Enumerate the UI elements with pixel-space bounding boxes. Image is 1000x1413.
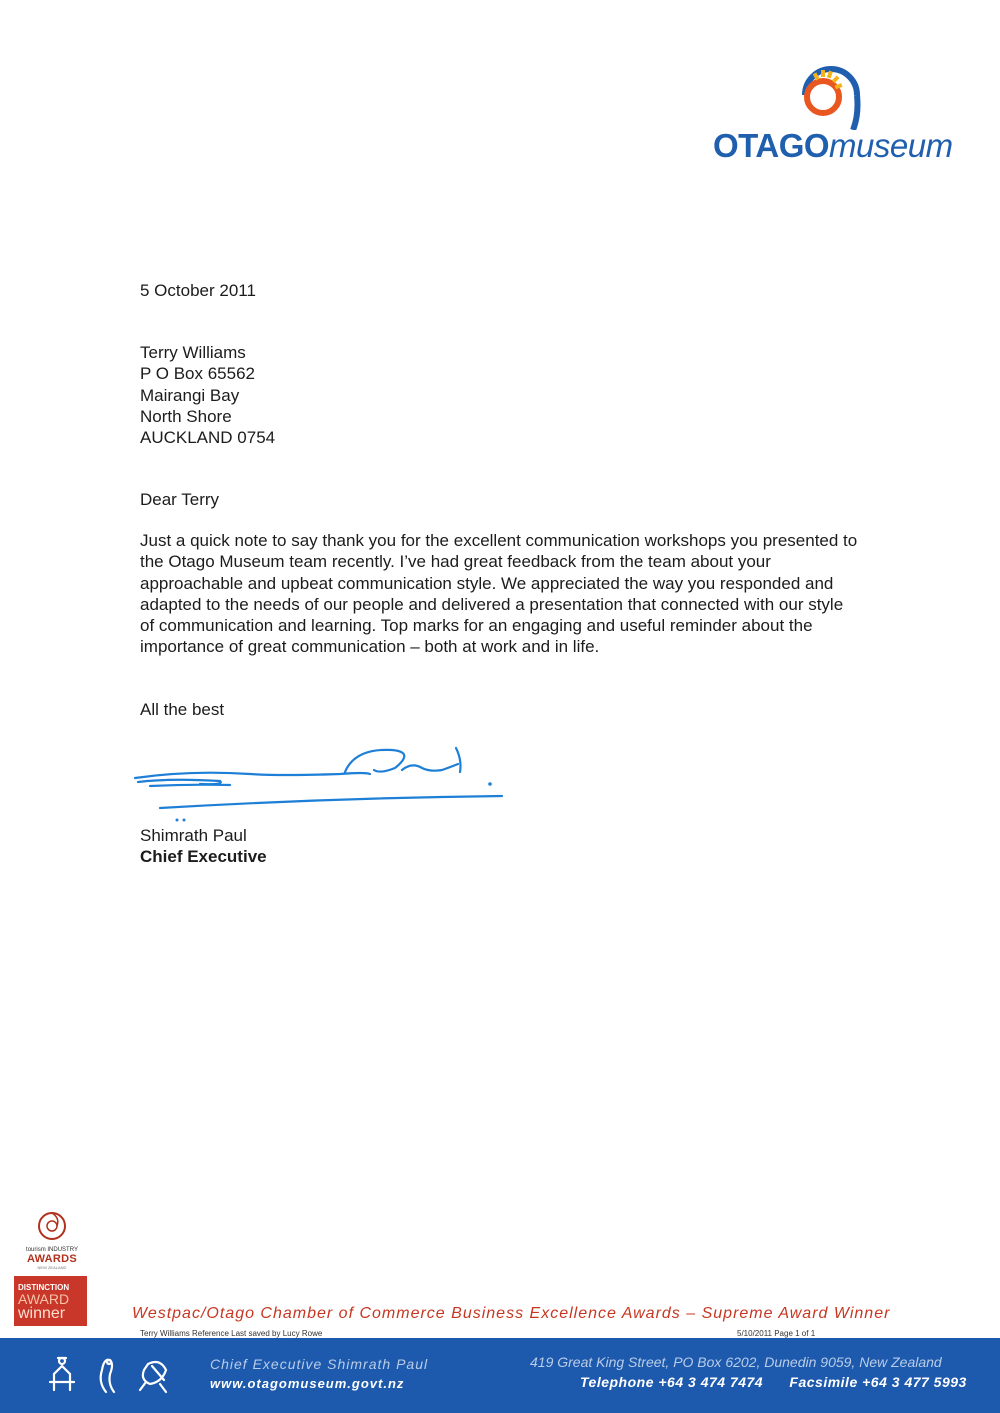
tourism-awards-icon [36, 1210, 68, 1242]
closing: All the best [140, 700, 225, 719]
award-label: AWARD [18, 1291, 70, 1307]
signer-title: Chief Executive [140, 847, 267, 866]
footer-phone-numbers: Telephone +64 3 474 7474 Facsimile +64 3 477 5993 [580, 1374, 967, 1390]
recipient-address [140, 342, 275, 448]
logo-wordmark-light: museum [829, 127, 953, 164]
tourism-name: tourism INDUSTRY [26, 1247, 78, 1253]
footer-chief-executive: Chief Executive Shimrath Paul [210, 1356, 429, 1372]
winner-label: winner [18, 1305, 66, 1322]
document-reference: Terry Williams Reference Last saved by Lucy Rowe [140, 1329, 323, 1338]
letter-date: 5 October 2011 [140, 281, 256, 300]
tourism-awards-text: AWARDS [26, 1253, 78, 1265]
address-line: P O Box 65562 [140, 364, 255, 384]
address-line: North Shore [140, 406, 232, 426]
signer-name: Shimrath Paul [140, 826, 247, 845]
footer-website-link[interactable]: www.otagomuseum.govt.nz [210, 1376, 405, 1391]
award-banner-text: Westpac/Otago Chamber of Commerce Business Excellence Awards – Supreme Award Winner [132, 1305, 891, 1322]
letter-body: Just a quick note to say thank you for the excellent communication workshops you presented to the Otago Museum team recently. I’ve had great feedback from the team about your approachable and upbeat communication style. We appreciated the way you responded and adapted to the needs of our people and delivered a presentation that connected with our style of communication and learning. Top marks for an engaging and useful reminder about the importance of great communication – both at work and in life. [140, 531, 858, 657]
footer-address: 419 Great King Street, PO Box 6202, Dunedin 9059, New Zealand [530, 1354, 942, 1370]
salutation: Dear Terry [140, 490, 220, 509]
distinction-award-badge [14, 1276, 87, 1326]
handwritten-signature [130, 740, 520, 835]
otago-museum-logo [705, 55, 965, 165]
footer-band [0, 1338, 1000, 1413]
logo-wordmark [713, 127, 953, 165]
museum-symbols-icon [48, 1352, 173, 1397]
logo-wordmark-bold: OTAGO [713, 127, 830, 164]
address-line: AUCKLAND 0754 [140, 428, 276, 448]
tourism-awards-badge [22, 1210, 82, 1270]
tourism-country: NEW ZEALAND [37, 1265, 67, 1270]
page-reference: 5/10/2011 Page 1 of 1 [737, 1329, 816, 1338]
museum-sun-icon [793, 55, 883, 130]
address-line: Terry Williams [140, 343, 246, 362]
distinction-label: DISTINCTION [18, 1283, 70, 1292]
address-line: Mairangi Bay [140, 385, 240, 405]
